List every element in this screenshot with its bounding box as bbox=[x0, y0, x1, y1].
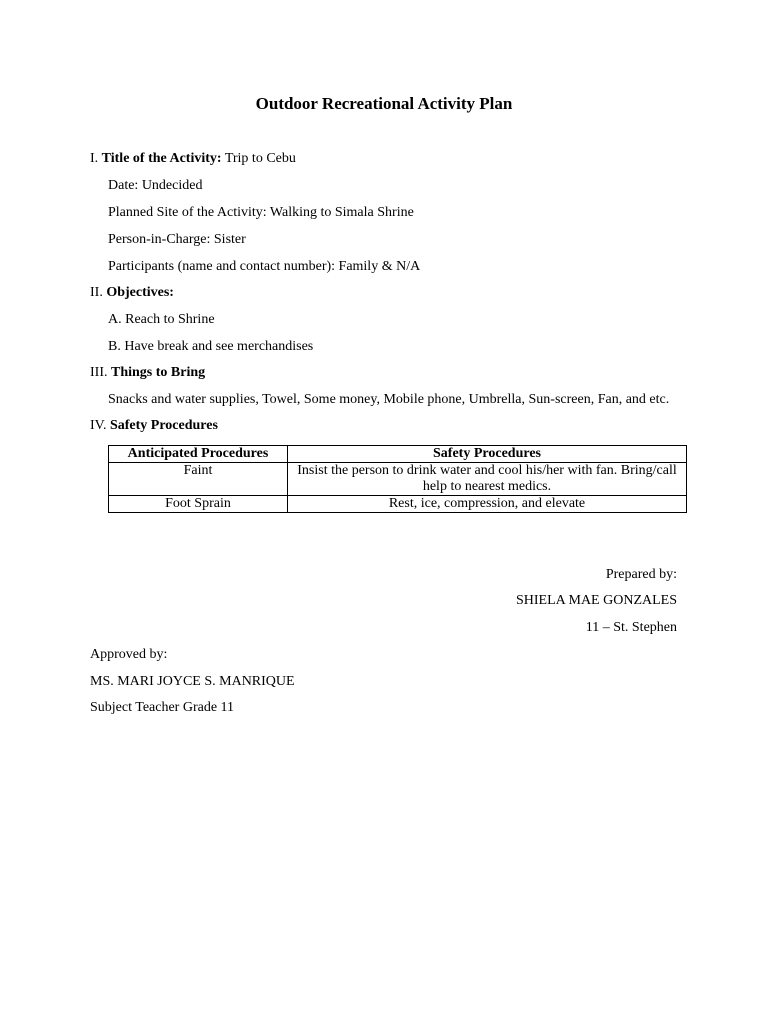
page-title: Outdoor Recreational Activity Plan bbox=[255, 94, 513, 113]
table-cell: Rest, ice, compression, and elevate bbox=[288, 496, 687, 513]
activity-site: Planned Site of the Activity: Walking to Simala Shrine bbox=[108, 205, 414, 220]
section-2-line bbox=[90, 284, 174, 302]
table-cell: Faint bbox=[109, 463, 288, 496]
activity-date: Date: Undecided bbox=[108, 178, 203, 193]
approver-role: Subject Teacher Grade 11 bbox=[90, 700, 235, 715]
prepared-by-label: Prepared by: bbox=[605, 567, 677, 582]
table-cell: Insist the person to drink water and cool his/her with fan. Bring/call help to nearest medics. bbox=[288, 463, 687, 496]
section-1-line bbox=[90, 150, 296, 168]
preparer-name: SHIELA MAE GONZALES bbox=[516, 593, 677, 608]
section-2-heading: Objectives: bbox=[106, 285, 174, 300]
section-3-line bbox=[90, 364, 205, 382]
participants: Participants (name and contact number): Family & N/A bbox=[108, 259, 421, 274]
table-row bbox=[109, 496, 687, 513]
approved-by-label: Approved by: bbox=[90, 647, 168, 662]
approver-name: MS. MARI JOYCE S. MANRIQUE bbox=[90, 674, 295, 689]
table-row bbox=[109, 463, 687, 496]
section-3-heading: Things to Bring bbox=[111, 365, 206, 380]
section-4-line bbox=[90, 417, 218, 435]
objective-item: A. Reach to Shrine bbox=[108, 312, 215, 327]
section-2-number: II. bbox=[90, 285, 103, 300]
table-header-row bbox=[109, 446, 687, 463]
activity-title-value: Trip to Cebu bbox=[224, 151, 296, 166]
table-header-cell: Anticipated Procedures bbox=[109, 446, 288, 463]
section-4-number: IV. bbox=[90, 418, 107, 433]
safety-table bbox=[108, 445, 687, 513]
section-1-number: I. bbox=[90, 151, 99, 166]
person-in-charge: Person-in-Charge: Sister bbox=[108, 232, 246, 247]
section-4-heading: Safety Procedures bbox=[109, 418, 218, 433]
section-3-number: III. bbox=[90, 365, 108, 380]
table-cell: Foot Sprain bbox=[109, 496, 288, 513]
objective-item: B. Have break and see merchandises bbox=[108, 339, 314, 354]
section-1-heading: Title of the Activity: bbox=[101, 151, 222, 166]
table-header-cell: Safety Procedures bbox=[288, 446, 687, 463]
things-to-bring-text: Snacks and water supplies, Towel, Some money, Mobile phone, Umbrella, Sun-screen, Fan, and etc. bbox=[108, 392, 670, 407]
preparer-section: 11 – St. Stephen bbox=[585, 620, 677, 635]
